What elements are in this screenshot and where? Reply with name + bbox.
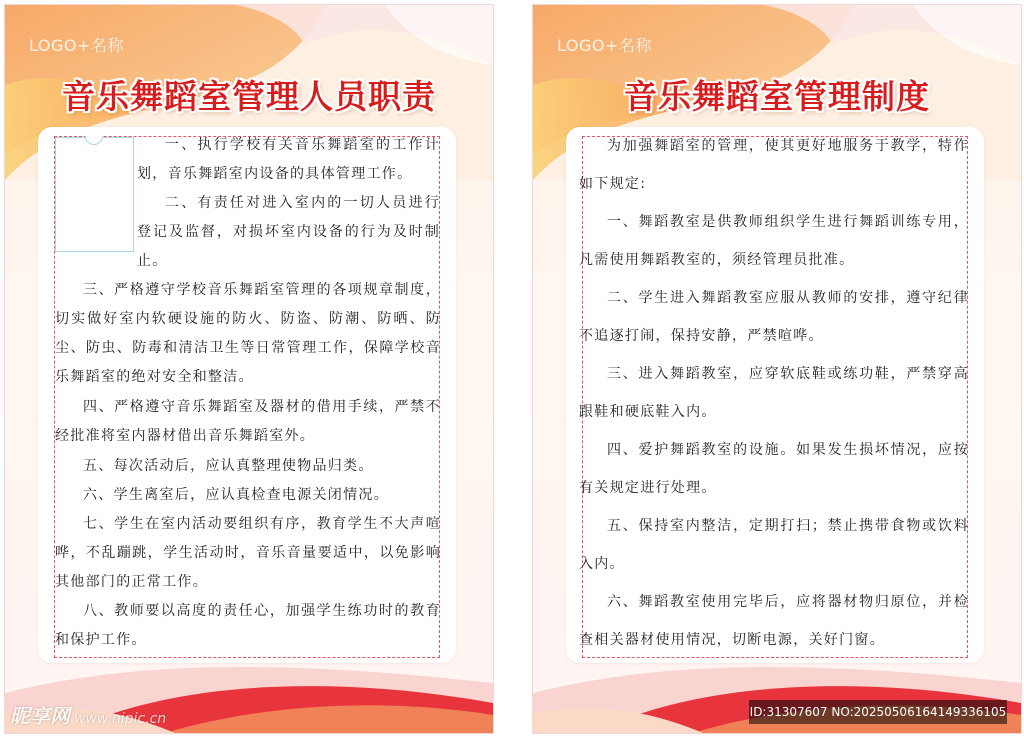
poster-right [532, 4, 1022, 734]
image-placeholder [55, 137, 134, 252]
rule-intro: 为加强舞蹈室的管理，使其更好地服务于教学，特作如下规定: [579, 138, 969, 192]
rule-item: 五、保持室内整洁，定期打扫；禁止携带食物或饮料入内。 [579, 518, 969, 572]
poster-title: 音乐舞蹈室管理人员职责 [62, 77, 436, 116]
duty-item: 五、每次活动后，应认真整理使物品归类。 [83, 458, 374, 474]
watermark-url: www.nipic.cn [74, 711, 167, 727]
logo-text: LOGO+名称 [557, 36, 652, 55]
image-id-bar: ID:31307607 NO:20250506164149336105 [749, 700, 1007, 724]
duty-item: 八、教师要以高度的责任心，加强学生练功时的教育和保护工作。 [55, 603, 441, 648]
duty-item: 七、学生在室内活动要组织有序，教育学生不大声喧哗，不乱蹦跳，学生活动时，音乐音量要适中，以免影响其他部门的正常工作。 [55, 516, 441, 590]
rule-item: 六、舞蹈教室使用完毕后，应将器材物归原位，并检查相关器材使用情况，切断电源，关好门窗。 [579, 594, 969, 648]
watermark-site-name: 昵享网 [10, 704, 70, 728]
rule-item: 四、爱护舞蹈教室的设施。如果发生损坏情况，应按有关规定进行处理。 [579, 442, 969, 496]
logo-text: LOGO+名称 [29, 36, 124, 55]
rule-item: 三、进入舞蹈教室，应穿软底鞋或练功鞋，严禁穿高跟鞋和硬底鞋入内。 [579, 366, 969, 420]
duty-item: 二、有责任对进入室内的一切人员进行登记及监督，对损坏室内设备的行为及时制止。 [137, 195, 440, 269]
duty-item: 四、严格遵守音乐舞蹈室及器材的借用手续，严禁不经批准将室内器材借出音乐舞蹈室外。 [55, 399, 441, 444]
duty-item: 六、学生离室后，应认真检查电源关闭情况。 [83, 487, 389, 503]
rule-item: 一、舞蹈教室是供教师组织学生进行舞蹈训练专用，凡需使用舞蹈教室的，须经管理员批准。 [579, 214, 969, 268]
duty-item: 一、执行学校有关音乐舞蹈室的工作计划，音乐舞蹈室内设备的具体管理工作。 [137, 137, 440, 182]
rule-item: 二、学生进入舞蹈教室应服从教师的安排，遵守纪律不追逐打闹，保持安静，严禁喧哗。 [579, 290, 969, 344]
duty-item: 三、严格遵守学校音乐舞蹈室管理的各项规章制度，切实做好室内软硬设施的防火、防盗、防潮、防晒、防尘、防虫、防毒和清洁卫生等日常管理工作，保障学校音乐舞蹈室的绝对安全和整洁。 [55, 282, 441, 385]
poster-left [4, 4, 494, 734]
poster-title: 音乐舞蹈室管理制度 [624, 77, 930, 116]
site-watermark [10, 700, 166, 729]
